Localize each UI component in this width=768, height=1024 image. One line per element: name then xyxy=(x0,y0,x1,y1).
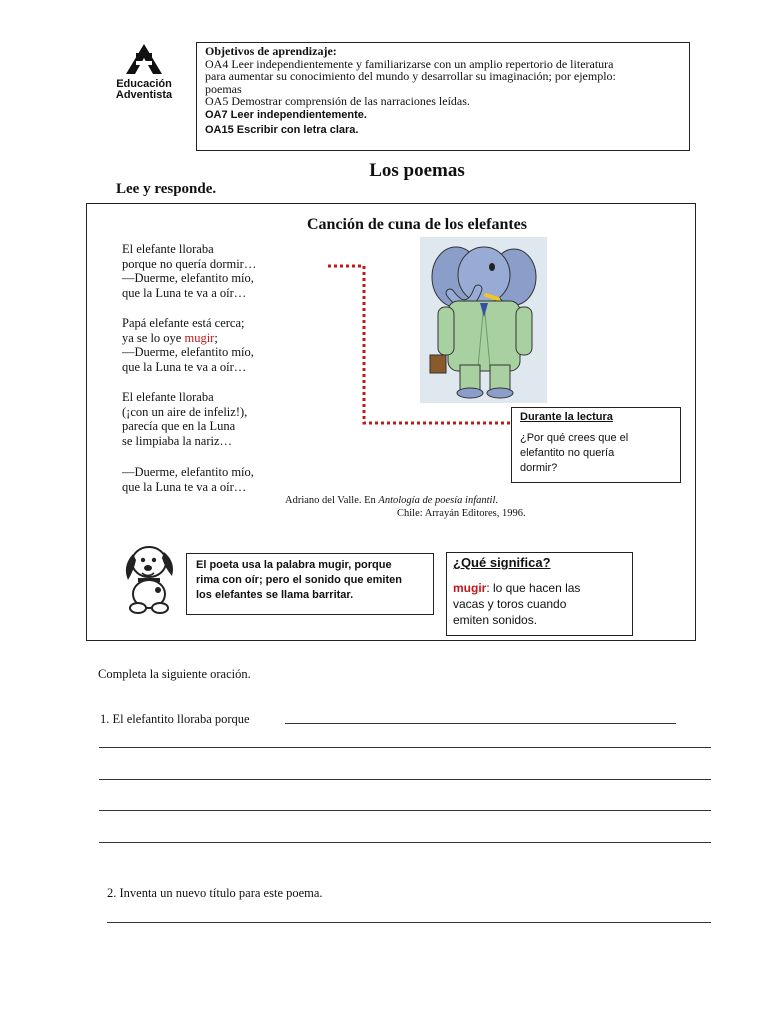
objective-oa4-line-3: poemas xyxy=(205,81,242,96)
poet-note-line: El poeta usa la palabra mugir, porque xyxy=(196,559,392,571)
poem-line: —Duerme, elefantito mío, xyxy=(122,271,254,286)
educacion-adventista-logo xyxy=(104,44,184,100)
credit-book-title: Antología de poesía infantil xyxy=(378,495,496,506)
answer-line-6[interactable] xyxy=(107,922,711,923)
poem-line: que la Luna te va a oír… xyxy=(122,359,247,374)
credit-author-text: Adriano del Valle. En xyxy=(285,495,379,506)
logo-line-2: Adventista xyxy=(115,89,173,101)
credit-end: . xyxy=(495,495,498,506)
question-1: 1. El elefantito lloraba porque xyxy=(100,712,250,726)
poem-line: (¡con un aire de infeliz!), xyxy=(122,404,248,419)
exercise-instruction: Completa la siguiente oración. xyxy=(98,667,251,681)
poem-stanza-1 xyxy=(122,242,256,300)
poem-line: El elefante lloraba xyxy=(122,390,214,404)
poem-line: parecía que en la Luna xyxy=(122,419,236,434)
objective-oa15: OA15 Escribir con letra clara. xyxy=(205,123,359,136)
meaning-definition-line: emiten sonidos. xyxy=(453,613,538,627)
objective-oa4-line-1: OA4 Leer independientemente y familiarizarse con un amplio repertorio de literatura xyxy=(205,56,614,71)
learning-objectives-box xyxy=(196,42,690,151)
poem-stanza-3 xyxy=(122,390,247,448)
meaning-definition-line xyxy=(453,580,626,596)
poem-line: se limpiaba la nariz… xyxy=(122,433,233,448)
answer-line-4[interactable] xyxy=(99,810,711,811)
poem-credit-publisher: Chile: Arrayán Editores, 1996. xyxy=(397,508,526,519)
during-reading-question-line: dormir? xyxy=(520,462,558,474)
elephant-illustration xyxy=(420,237,547,403)
poem-line: porque no quería dormir… xyxy=(122,256,257,271)
poem-title: Canción de cuna de los elefantes xyxy=(307,216,527,233)
poem-line: —Duerme, elefantito mío, xyxy=(122,345,254,360)
page-title: Los poemas xyxy=(369,160,465,181)
answer-line-1[interactable] xyxy=(285,723,676,724)
logo-line-1: Educación xyxy=(116,78,172,90)
poem-line-text: ya se lo oye xyxy=(122,330,185,345)
meaning-title: ¿Qué significa? xyxy=(453,555,551,570)
answer-line-5[interactable] xyxy=(99,842,711,843)
poem-line: que la Luna te va a oír… xyxy=(122,285,247,300)
poem-line: que la Luna te va a oír… xyxy=(122,479,247,494)
poem-line: —Duerme, elefantito mío, xyxy=(122,465,254,479)
adventist-logo-icon xyxy=(124,44,164,74)
question-2: 2. Inventa un nuevo título para este poema. xyxy=(107,886,323,900)
objective-oa5: OA5 Demostrar comprensión de las narraciones leídas. xyxy=(205,94,470,108)
during-reading-title: Durante la lectura xyxy=(520,411,613,423)
poem-stanza-4 xyxy=(122,465,254,494)
poem-line xyxy=(122,331,254,346)
objective-oa4-line-2: para aumentar su conocimiento del mundo y desarrollar su imaginación; por ejemplo: xyxy=(205,69,616,83)
meaning-definition-line: vacas y toros cuando xyxy=(453,597,567,611)
poet-note-box xyxy=(186,553,434,615)
meaning-definition-text: : lo que hacen las xyxy=(486,581,581,595)
answer-line-2[interactable] xyxy=(99,747,711,748)
poem-line: El elefante lloraba xyxy=(122,242,214,256)
poem-stanza-2 xyxy=(122,316,254,374)
meaning-word: mugir xyxy=(453,581,487,595)
elephant-icon xyxy=(420,237,547,403)
instruction-heading: Lee y responde. xyxy=(116,181,217,197)
poet-note-line: rima con oír; pero el sonido que emiten xyxy=(196,574,402,586)
during-reading-question-line: ¿Por qué crees que el xyxy=(520,432,629,444)
during-reading-box xyxy=(511,407,681,483)
highlighted-word-mugir: mugir xyxy=(184,330,215,345)
meaning-box xyxy=(446,552,633,636)
poem-line-punct: ; xyxy=(214,330,218,345)
poet-note-line: los elefantes se llama barritar. xyxy=(196,589,354,601)
objectives-title: Objetivos de aprendizaje: xyxy=(205,44,337,58)
poem-line: Papá elefante está cerca; xyxy=(122,316,245,330)
answer-line-3[interactable] xyxy=(99,779,711,780)
during-reading-question-line: elefantito no quería xyxy=(520,447,615,459)
poem-credit-author xyxy=(285,495,498,506)
dog-icon xyxy=(118,540,180,616)
objective-oa7: OA7 Leer independientemente. xyxy=(205,108,367,121)
